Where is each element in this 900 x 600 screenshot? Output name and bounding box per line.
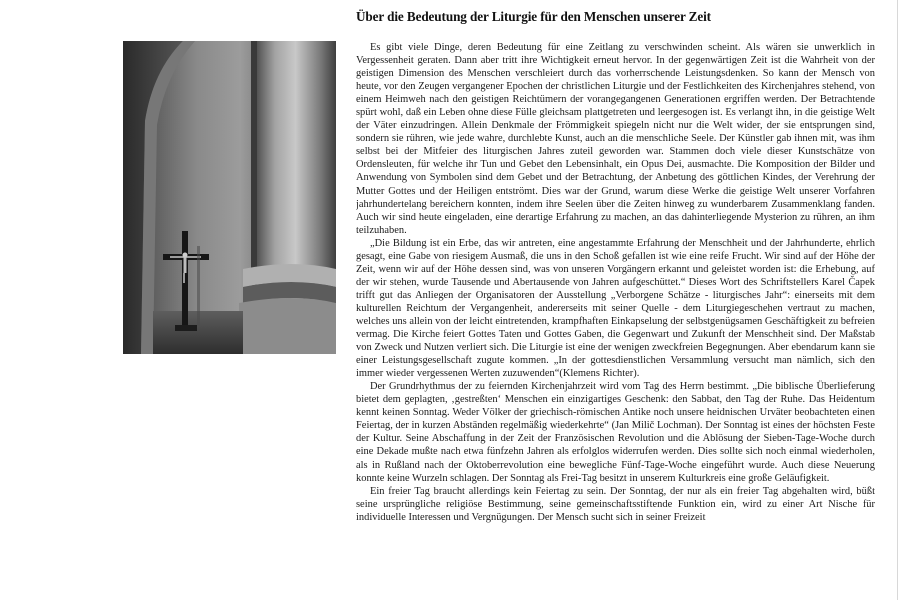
photo-illustration [123, 41, 336, 354]
article-paragraph-1: Es gibt viele Dinge, deren Bedeutung für eine Zeitlang zu verschwinden scheint. Als wären sie unwerklich in Vergessenheit geraten. Dann aber tritt ihre Wichtigkeit erneut hervor. In der gegenwärtigen Zeit ist die Wahrheit von der geistigen Dimension des Menschen verschleiert durch das vorherrschende Leistungsdenken. So kann der Mensch von heute, vor den Zeugen vergangener Epochen der christlichen Liturgie und der Festlichkeiten des Kirchenjahres stehend, von einem Heimweh nach den geistigen Reichtümern der vorangegangenen Generationen ergriffen werden. Der Betrachtende spürt wohl, daß ein Leben ohne diese Fülle gleichsam plattgetreten und leergesogen ist. Es verlangt ihn, in die geistige Welt der Väter einzudringen. Allein Denkmale der Frömmigkeit spiegeln nicht nur die Welt wider, der sie entsprungen sind, sondern sie rühren, wie jede wahre, durchlebte Kunst, auch an die menschliche Seele. Der Künstler gab ihnen mit, was ihm selbst bei der Mitfeier des liturgischen Jahres zuteil geworden war. Stammen doch viele dieser Kunstschätze von Ordensleuten, für welche ihr Tun und Gebet den Lebensinhalt, ein Opus Dei, ausmachte. Die Komposition der Bilder und Anwendung von Symbolen sind dem Gebet und der Betrachtung, der Anbetung des göttlichen Kindes, der Verehrung der Mutter Gottes und der Heiligen entströmt. Dies war der Grund, warum diese Werke die geistige Welt unserer Vorfahren jahrhundertelang bereichern konnten, indem ihre Seelen über die Zeiten hinweg zu wunderbarem Zusammenklang fanden. Auch wir sind heute eingeladen, eine derartige Erfahrung zu machen, an das dahinterliegende Mysterion zu rühren, an ihm teilzuhaben. [356, 42, 875, 236]
article-title: Über die Bedeutung der Liturgie für den Menschen unserer Zeit [356, 9, 711, 24]
page-edge-line [897, 0, 898, 600]
church-cross-photo [123, 41, 336, 354]
article-paragraph-3: Der Grundrhythmus der zu feiernden Kirchenjahrzeit wird vom Tag des Herrn bestimmt. „Die biblische Überlieferung bietet dem geplagten, ‚gestreßten‘ Menschen ein einzigartiges Geschenk: den Sabbat, den Tag der Ruhe. Das Heidentum kennt keinen Sonntag. Weder Völker der griechisch-römischen Antike noch unsere heidnischen Urväter beobachteten einen Feiertag, der in kurzen Abständen regelmäßig wiederkehrte“ (Jan Milič Lochman). Der Sonntag ist eines der höchsten Feste der Kultur. Seine Abschaffung in der Zeit der Französischen Revolution und die Ablösung der Sieben-Tage-Woche durch eine Dekade mußte nach etwa fünfzehn Jahren als erfolglos widerrufen werden. Dies sollte sich noch einmal wiederholen, als in Rußland nach der Oktoberrevolution eine bewegliche Fünf-Tage-Woche eingeführt wurde. Auch diese Neuerung konnte keine Wurzeln schlagen. Der Sonntag als Frei-Tag besitzt in unserem Kulturkreis eine große Geläufigkeit. [356, 381, 875, 484]
article-body [356, 41, 875, 594]
article-paragraph-2: „Die Bildung ist ein Erbe, das wir antreten, eine angestammte Erfahrung der Menschheit und der Jahrhunderte, ehrlich gesagt, eine Gabe von riesigem Ausmaß, die uns in den Schoß gefallen ist wie eine reife Frucht. Wir sind auf der Höhe der Zeit, wenn wir auf der Höhe dessen sind, was von unseren Vorgängern erkannt und geleistet worden ist: die Erhebung, auf der wir stehen, wurde Tausende und Abertausende von Jahren aufgeschüttet.“ Dieses Wort des Schriftstellers Karel Čapek trifft gut das Anliegen der Organisatoren der Ausstellung „Verborgene Schätze - liturgisches Jahr“: einerseits mit dem kulturellen Reichtum der Vergangenheit, andererseits mit seiner Quelle - dem Liturgiegeschehen vertraut zu machen, welches uns allein von der leicht eintretenden, krampfhaften Einkapselung der selbstgenügsamen Geschäftigkeit zu befreien vermag. Die Kirche feiert Gottes Taten und Gottes Gaben, die Gegenwart und Zukunft der Menschheit sind. Der Maßstab von Zweck und Nutzen verliert sich. Die Liturgie ist eine der wenigen zweckfreien Begegnungen. Aber ebendarum kann sie einer Leistungsgesellschaft zugute kommen. „In der gottesdienstlichen Versammlung versucht man nämlich, sich den immer wieder vergessenen Werten zuzuwenden“(Klemens Richter). [356, 237, 875, 380]
article-paragraph-4: Ein freier Tag braucht allerdings kein Feiertag zu sein. Der Sonntag, der nur als ein freier Tag abgehalten wird, büßt seine ursprüngliche religiöse Bestimmung, seine gemeinschaftsstiftende Funktion ein, wird zu einer Art Nische für individuelle Interessen und Vergnügungen. Der Mensch sucht sich in seiner Freizeit [356, 485, 875, 523]
